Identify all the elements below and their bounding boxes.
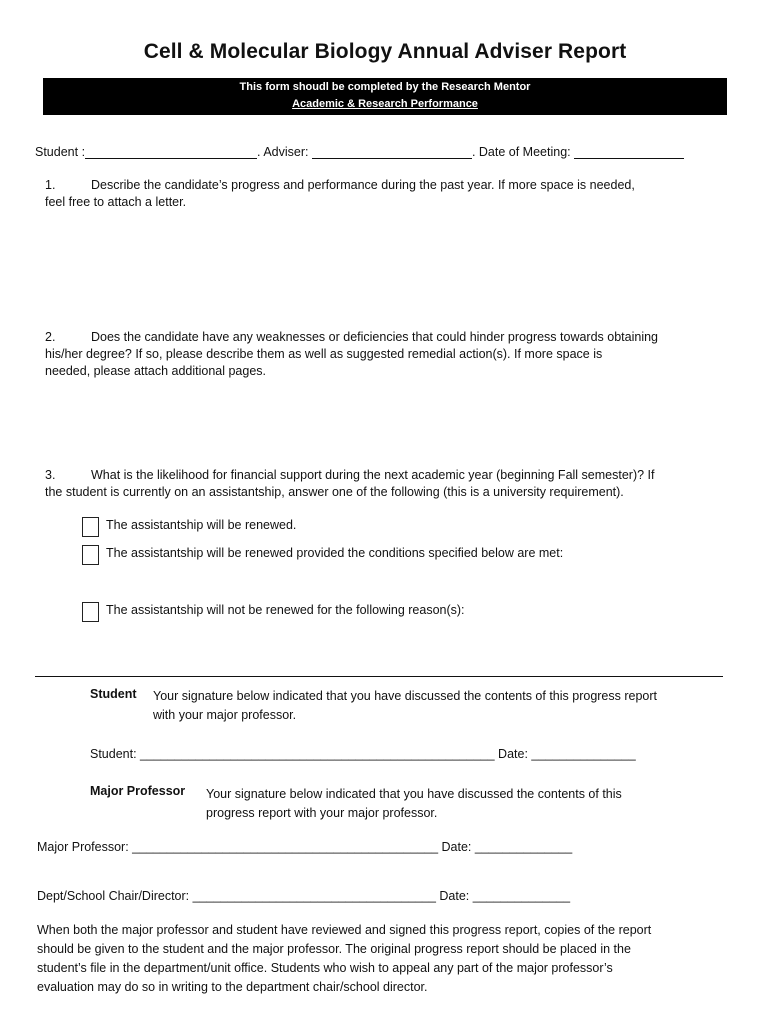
professor-signature-note	[206, 785, 726, 823]
adviser-field[interactable]	[312, 144, 472, 159]
date-of-meeting-field[interactable]	[574, 144, 684, 159]
note-line: Your signature below indicated that you have discussed the contents of this progress report	[153, 689, 658, 703]
student-label: Student :	[35, 145, 86, 159]
header-fields: Student : . Adviser: . Date of Meeting:	[35, 144, 725, 164]
renewed-option-label: The assistantship will be renewed.	[106, 518, 297, 532]
date-of-meeting-label: Date of Meeting:	[478, 145, 571, 159]
footer-line: student’s file in the department/unit office. Students who wish to appeal any part of the major professor’s	[37, 961, 613, 975]
question-text: needed, please attach additional pages.	[45, 364, 267, 378]
answer-area-2[interactable]	[45, 386, 725, 456]
renewed-checkbox[interactable]	[82, 517, 99, 537]
question-number: 3.	[45, 468, 56, 482]
student-field[interactable]	[85, 144, 257, 159]
footer-line: evaluation may do so in writing to the department chair/school director.	[37, 980, 428, 994]
question-text: his/her degree? If so, please describe them as well as suggested remedial action(s). If more space is	[45, 347, 603, 361]
question-text: Describe the candidate’s progress and performance during the past year. If more space is needed,	[91, 178, 635, 192]
question-text: What is the likelihood for financial support during the next academic year (beginning Fall semester)? If	[91, 468, 655, 482]
not-renewed-option-label: The assistantship will not be renewed for the following reason(s):	[106, 603, 465, 617]
question-text: feel free to attach a letter.	[45, 195, 187, 209]
question-number: 2.	[45, 330, 56, 344]
footer-instructions	[37, 921, 737, 997]
answer-area-1[interactable]	[45, 216, 725, 316]
question-number: 1.	[45, 178, 56, 192]
professor-signature-line[interactable]: Major Professor: ____________________________________________ Date: ______________	[37, 840, 573, 854]
footer-line: should be given to the student and the major professor. The original progress report should be placed in the	[37, 942, 631, 956]
conditional-renewal-option-label: The assistantship will be renewed provided the conditions specified below are met:	[106, 546, 564, 560]
question-text: Does the candidate have any weaknesses or deficiencies that could hinder progress towards obtaining	[91, 330, 659, 344]
professor-signature-heading: Major Professor	[90, 784, 186, 798]
note-line: Your signature below indicated that you have discussed the contents of this	[206, 787, 622, 801]
instruction-banner	[43, 78, 727, 115]
chair-signature-line[interactable]: Dept/School Chair/Director: ___________________________________ Date: ______________	[37, 889, 571, 903]
adviser-label: Adviser:	[263, 145, 309, 159]
note-line: progress report with your major professor.	[206, 806, 438, 820]
student-signature-heading: Student	[90, 687, 137, 701]
student-signature-note	[153, 687, 733, 725]
banner-line: This form shoudl be completed by the Research Mentor	[239, 81, 531, 93]
not-renewed-checkbox[interactable]	[82, 602, 99, 622]
question-3	[45, 467, 735, 501]
student-signature-line[interactable]: Student: ___________________________________________________ Date: _______________	[90, 747, 636, 761]
footer-line: When both the major professor and student have reviewed and signed this progress report, copies of the report	[37, 923, 652, 937]
question-text: the student is currently on an assistantship, answer one of the following (this is a university requirement).	[45, 485, 624, 499]
conditional-renewal-checkbox[interactable]	[82, 545, 99, 565]
section-divider	[35, 676, 723, 677]
banner-section-title: Academic & Research Performance	[292, 98, 478, 110]
question-1	[45, 177, 735, 211]
page-title: Cell & Molecular Biology Annual Adviser Report	[143, 40, 627, 63]
note-line: with your major professor.	[153, 708, 297, 722]
question-2	[45, 329, 735, 380]
